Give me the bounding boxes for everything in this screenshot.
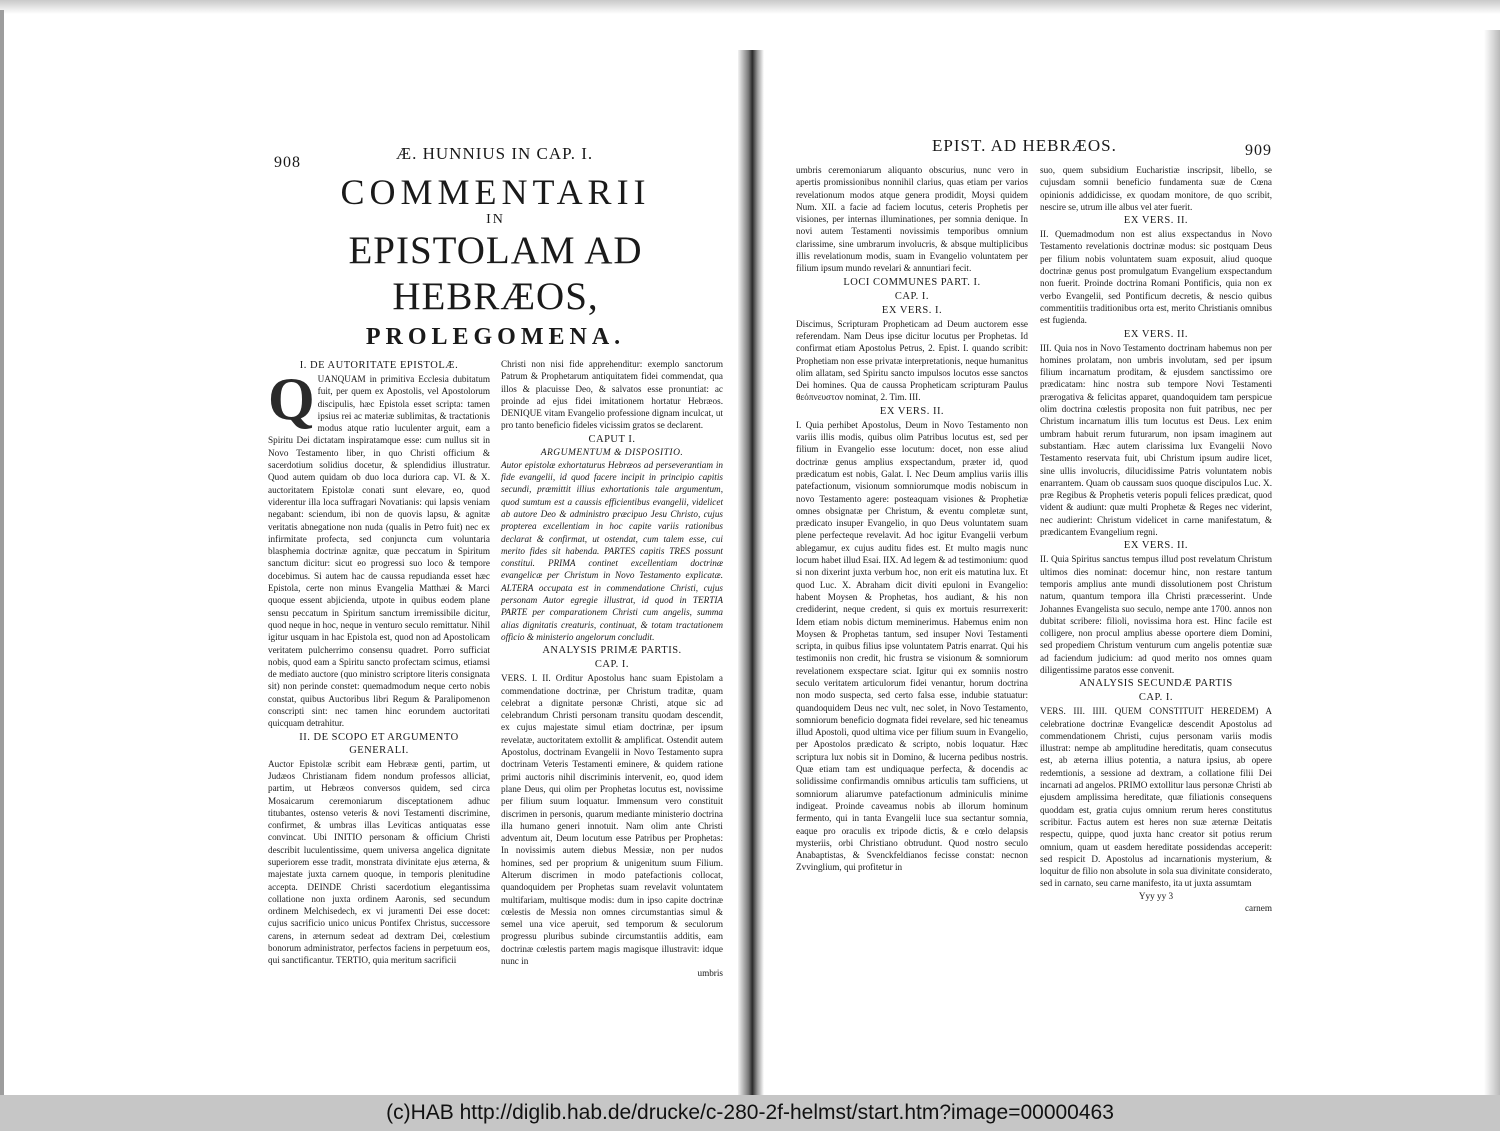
- title-line-in: IN: [486, 212, 505, 227]
- verse-heading: EX VERS. I.: [881, 304, 943, 316]
- catchword: carnem: [1244, 903, 1272, 914]
- analysis-heading: ANALYSIS SECUNDÆ PARTIS: [1079, 678, 1233, 690]
- left-page: [268, 130, 723, 1095]
- right-running-head: [796, 130, 1272, 164]
- right-columns: [796, 164, 1272, 914]
- paragraph: II. Quemadmodum non est alius exspectandus in Novo Testamento revelationis doctrinæ modus: sic postquam Deus per filium nobis voluntatem suam exposuit, aliud quoque doctrinæ genus post promulgatum Evangelium exspectandum non fuerit. Proinde doctrina Romani Pontificis, quia non ex verbo Evangelii, sed Pontificum decretis, & nescio quibus commentitiis traditionibus orta est, merito Christianis omnibus est fugienda.: [1040, 229, 1272, 326]
- title-line-commentarii: COMMENTARII: [340, 172, 651, 212]
- analysis-heading: ANALYSIS PRIMÆ PARTIS.: [542, 645, 682, 657]
- paragraph: Christi non nisi fide apprehenditur: exemplo sanctorum Patrum & Prophetarum antiquitatem fidei commendat, qua illos & placuisse Deo, & salvatos esse pronuntiat: ac proinde ad ejus fidei imitationem hortatur Hebræos. DENIQUE vitam Evangelio professione dignam inculcat, ut pro tanto beneficio fideles vicissim gratos se declarent.: [501, 359, 723, 431]
- verse-heading: EX VERS. II.: [1123, 540, 1189, 552]
- paragraph: suo, quem subsidium Eucharistiæ inscripsit, libello, se cujusdam somnii beneficio fundamenta suæ de Cœna opinionis addidicisse, ex quodam monitore, de quo scribit, nescire se, utrum ille albus vel ater fuerit.: [1040, 165, 1272, 212]
- verse-heading: EX VERS. II.: [879, 405, 945, 417]
- paragraph-italic: Autor epistolæ exhortaturus Hebræos ad perseverantiam in fide evangelii, id quod facere incipit in principio capitis secundi, præmittit illius exhortationis tale argumentum, quod sumtum est a caussis efficientibus evangelii, videlicet ab autore Deo & administro præcipuo Jesu Christo, cujus propterea excellentiam in hoc capite variis rationibus declarat & confirmat, ut ostendat, cum talem esse, cui merito fides sit habenda. PARTES capitis TRES possunt constitui. PRIMA continet excellentiam doctrinæ evangelicæ per Christum in Novo Testamento explicatæ. ALTERA occupata est in commendatione Christi, cujus personam Autor egregie illustrat, id quod in TERTIA PARTE per comparationem Christi cum angelis, summa alias dignitatis creaturis, continuat, & totam tractationem officio & ministerio angelorum concludit.: [501, 459, 723, 642]
- scan-left-edge: [0, 10, 4, 1095]
- page-number: 908: [274, 154, 301, 171]
- left-columns: [268, 358, 723, 979]
- loci-heading: LOCI COMMUNES PART. I.: [843, 276, 981, 288]
- title-block: [268, 172, 723, 354]
- scan-right-edge: [1484, 30, 1500, 1095]
- book-gutter: [738, 50, 764, 1095]
- right-column-1: [796, 164, 1028, 914]
- title-line-prolegomena: PROLEGOMENA.: [365, 324, 626, 350]
- signature-mark: Yyy yy 3: [1138, 890, 1174, 901]
- left-column-2: [501, 358, 723, 979]
- analysis-chapter: CAP. I.: [594, 659, 630, 671]
- section-heading: II. DE SCOPO ET ARGUMENTO GENERALI.: [299, 731, 459, 756]
- left-column-1: [268, 358, 490, 979]
- analysis-chapter: CAP. I.: [1138, 692, 1174, 704]
- right-page: [796, 130, 1272, 1095]
- right-column-2: [1040, 164, 1272, 914]
- paragraph: Auctor Epistolæ scribit eam Hebrææ genti, partim, ut Judæos Christianam fidem nondum professos alliciat, partim, ut Hebræos conversos quidem, sed circa Mosaicarum ceremoniarum disceptationem adhuc titubantes, ostenso veteris & novi Testamenti discrimine, confirmet, & umbras illas Leviticas antiquatas esse convincat. Ubi INITIO personam & officium Christi describit luculentissime, quem universa angelica dignitate superiorem esse tradit, monstrata divinitate ejus æterna, & majestate juxta carnem quoque, in temporis plenitudine accepta. DEINDE Christi sacerdotium elegantissima collatione non juxta ordinem Aaronis, sed secundum ordinem Melchisedech, ex vi juramenti Dei esse docet: cujus sacrificio unico unicus Pontifex Christus, successore carens, in æternum sedeat ad dextram Dei, cœlestium bonorum administrator, perfectos faciens in perpetuum eos, qui sanctificantur. TERTIO, quia meritum sacrificii: [268, 758, 490, 966]
- running-head-title: EPIST. AD HEBRÆOS.: [932, 136, 1117, 155]
- section-heading: I. DE AUTORITATE EPISTOLÆ.: [299, 360, 459, 371]
- scan-top-shadow: [0, 0, 1500, 14]
- chapter-subheading: ARGUMENTUM & DISPOSITIO.: [540, 447, 684, 458]
- left-running-head: [268, 130, 723, 171]
- paragraph: Discimus, Scripturam Propheticam ad Deum auctorem esse referendam. Nam Deus ipse dicitur locutus per Prophetas. Id confirmat etiam Apostolus Petrus, 2. Epist. I. quando scribit: Prophetiam non esse privatæ interpretationis, neque humanitus olim allatam, sed Spiritu sancto impulsos locutos esse sanctos Dei homines. Qua de caussa Propheticam scripturam Paulus θεόπνευστον nominat, 2. Tim. III.: [796, 318, 1028, 403]
- verse-heading: EX VERS. II.: [1123, 328, 1189, 340]
- paragraph-text: UANQUAM in primitiva Ecclesia dubitatum fuit, per quem ex Apostolis, vel Apostolorum discipulis, hæc Epistola esset scripta: tamen ipsius rei ac materiæ sublimitas, & tractationis modus atque ratio luculenter arguit, eam a Spiritu Dei dictatam inspiratamque esse: cum nullus sit in Novo Testamento liber, in quo Christi officium & sacerdotium solidius docetur, & splendidius illustratur. Quod autem quidam ob duo loca duriora cap. VI. & X. auctoritatem Epistolæ conati sunt elevare, eo, quod viderentur illa loca suffragari Novatianis: qui lapsis veniam negabant: sciendum, ibi non de quovis lapsu, & agnitæ veritatis abnegatione non nuda (qualis in Petro fuit) nec ex infirmitate profecta, sed conjuncta cum voluntaria blasphemia doctrinæ agnitæ, quæ peccatum in Spiritum sanctum dicitur: sicut eo progressi suo loco & tempore docebimus. Si autem hac de caussa repudianda esset hæc Epistola, certe non minus Evangelia Matthæi & Marci quoque essent abjicienda, utpote in quibus eodem plane sensu peccatum in Spiritum sanctum irremissibile dicitur, quod neque in hoc, neque in venturo seculo remittatur. Nihil igitur usquam in hac Epistola est, quod non ad Apostolicam veritatem pulcherrimo consensu quadret. Porro sufficiat nobis, quod eam a Spiritu sancto profectam scimus, etiamsi de mediato auctore (quo ministro scriptore literis consignata sit) non perinde constet: quemadmodum neque certo nobis constat, quibus Auctoribus libri Regum & Paralipomenon conscripti sint: nec tamen hinc eorundem auctoritati quicquam detrahitur.: [268, 374, 490, 729]
- paragraph: I. Quia perhibet Apostolus, Deum in Novo Testamento non variis illis modis, quibus olim Patribus locutus est, sed per filium in Evangelio esse locutum: docet, non esse aliud doctrinæ genus amplius exspectandum, præter id, quod prædicatum est nobis, Galat. I. Nec Deum amplius variis illis patefactionum, visionum somniorumque modis nobiscum in novo Testamento agere: posteaquam visiones & Prophetiæ omnes obsignatæ per Christum, & eventu completæ sunt, prædicato insuper Evangelio, in quo Deus voluntatem suam plene perfecteque revelavit. Ad hoc igitur Evangelii verbum ablegamur, ex cujus auditu fides est. Et multo magis nunc locum habet illud Esai. IIX. Ad legem & ad testimonium: quod si non dixerint juxta verbum hoc, non erit eis matutina lux. Et quod Luc. X. Abraham dicit diviti epuloni in Evangelio: habent Moysen & Prophetas, hos audiant, & his non crediderint, neque credent, si quis ex mortuis resurrexerit: Idem etiam nobis dictum meminerimus. Habemus enim non Moysen & Prophetas tantum, sed insuper Novi Testamenti scripta, in quibus filius ipse voluntatem Patris enarrat. Qui his testimoniis non credit, hic frustra se visionum & somniorum revelationem exspectare sciat. Igitur qui ex somniis nostro seculo veritatem articulorum fidei venantur, horum doctrina non modo suspecta, sed certo falsa esse, indubie statuatur: quandoquidem Deus nec vult, nec solet, in Novo Testamento, somniorum beneficio dogmata fidei revelare, sed hic teneamus illud Apostoli, quod ultima vice per filium suum in Evangelio, per Apostolos prædicato & scripto, nobis loquatur. Hæc scriptura lux nobis sit in Domino, & lucerna pedibus nostris. Quæ etiam tam est undiquaque perfecta, & docendis ac solidissime confirmandis omnibus articulis tam sufficiens, ut somniorum aliarumve patefactionum adminiculis minime indigeat. Proinde caveamus nobis ab illorum hominum fermento, qui in tanta Evangelii luce sua sectantur somnia, eaque pro oraculis ex tripode dictis, & e cœlo delapsis mysteriis, orbi Christiano obtrudunt. Quod nostro seculo Anabaptistas, & Svenckfeldianos fecisse constat: necnon Zvvinglium, qui profitetur in: [796, 419, 1028, 873]
- paragraph: VERS. I. II. Orditur Apostolus hanc suam Epistolam a commendatione doctrinæ, per Christum traditæ, quam celebrat a dignitate personæ Christi, atque sic ad celebrandum Christi personam transitu quodam descendit, ex cujus majestate simul etiam doctrinæ, per ipsum revelatæ, auctoritatem extollit & amplificat. Ostendit autem Apostolus, doctrinam Evangelii in Novo Testamento supra doctrinam Veteris Testamenti eminere, & quidem ratione primi auctoris nihil discriminis intervenit, eo, quod idem plane Deus, qui olim per Prophetas locutus est, novissime per filium suum loquatur. Immensum vero constituit discrimen in personis, quarum mediante ministerio doctrina illa humano generi innotuit. Nam olim ante Christi adventum ait, Deum locutum esse Patribus per Prophetas: In novissimis autem diebus Messiæ, non per nudos homines, sed per proprium & unigenitum suum Filium. Alterum discrimen in modo patefactionis collocat, quandoquidem per Prophetas suam revelavit voluntatem multifariam, multisque modis: dum in ipso capite doctrinæ cœlestis de Messia non omnes circumstantias simul & semel una vice aperuit, sed temporum & seculorum progressu pluribus subinde circumstantiis additis, eam doctrinæ cœlestis partem magis magisque illustravit: idque nunc in: [501, 673, 723, 967]
- paragraph: [268, 366, 490, 730]
- paragraph: III. Quia nos in Novo Testamento doctrinam habemus non per homines prolatam, non umbris involutam, sed per ipsum filium incarnatum proditam, & ejusdem sanctissimo ore prædicatam: hinc nostra sub tempore Novi Testamenti prærogativa & felicitas apparet, quandoquidem tam perspicue olim doctrina cœlestis proposita non fuit patribus, nec per Christum incarnatum illis tum locutus est Deus. Lex enim umbram habuit rerum futurarum, non ipsam imaginem aut substantiam. Hæc autem clarissima lux Evangelii Novo Testamento reservata fuit, ubi Christum ipsum audire licet, sine ullis involucris, dilucidissime Patris voluntatem nobis enarrantem. Quam ob caussam suos quoque discipulos Luc. X. præ Regibus & Prophetis veteris populi felices prædicat, quod vident & audiunt: quæ multi Prophetæ & Reges nec viderint, nec audierint: Christum videlicet in carne manifestatum, & prædicantem Evangelium regni.: [1040, 342, 1272, 538]
- paragraph: umbris ceremoniarum aliquanto obscurius, nunc vero in apertis promissionibus nonnihil clarius, quas etiam per varios revelationum modos atque genera prodidit, Moysi quidem Num. XII. a facie ad faciem locutus, ceteris Prophetis per visiones, per internas illuminationes, per somnia denique. In novi autem Testamenti novissimis temporibus omnium clarissime, sine umbrarum involucris, & absque multiplicibus illis revelationum modis, suam in Evangelio voluntatem per filium ipsum mundo revelari & annuntiari fecit.: [796, 165, 1028, 274]
- loci-chapter: CAP. I.: [894, 290, 930, 302]
- copyright-url: (c)HAB http://diglib.hab.de/drucke/c-280-2f-helmst/start.htm?image=00000463: [386, 1101, 1114, 1124]
- drop-cap: Q: [268, 366, 315, 432]
- paragraph: VERS. III. IIII. QUEM CONSTITUIT HEREDEM) A celebratione doctrinæ Evangelicæ descendit Apostolus ad commendationem Christi, cujus personam variis modis illustrat: nempe ab amplitudine hereditatis, quam consecutus est, ab æterna illius potentia, a natura ipsius, ab opere redemtionis, a sessione ad dextram, a collatione filii Dei incarnati ad angelos. PRIMO extollitur laus personæ Christi ab ejusdem amplissima hereditate, quæ filiationis consequens quoddam est, gratia cujus omnium rerum heres constitutus scribitur. Factus autem est heres non suæ æternæ Deitatis respectu, quippe, quod juxta hanc creator sit potius rerum omnium, quam ut easdem hereditate possidendas acceperit: sed respicit D. Apostolus ad incarnationis mysterium, & loquitur de filio non absolute in sola sua divinitate considerato, sed in carnato, seu carne manifesto, ita ut juxta assumtam: [1040, 706, 1272, 889]
- title-line-epistolam: EPISTOLAM AD HEBRÆOS,: [348, 229, 643, 318]
- running-head-title: Æ. HUNNIUS IN CAP. I.: [396, 144, 594, 163]
- verse-heading: EX VERS. II.: [1123, 215, 1189, 227]
- catchword: umbris: [697, 968, 723, 979]
- page-number: 909: [1245, 142, 1272, 159]
- chapter-heading: CAPUT I.: [588, 433, 636, 445]
- paragraph: II. Quia Spiritus sanctus tempus illud post revelatum Christum ultimos dies nominat: docemur hinc, non restare tantum temporis amplius ante mundi dissolutionem post Christum natum, quantum tempora illa Christi præcesserint. Unde Johannes Evangelista suo seculo, nempe ante 1700. annos non dubitat scribere: filioli, novissima hora est. Hinc facile est colligere, non procul amplius abesse oportere diem Domini, sed propediem Christum venturum cum angelis potentiæ suæ ad faciendum judicium: ad quod merito nos omnes quam diligentissime paratos esse convenit.: [1040, 554, 1272, 675]
- copyright-footer: [0, 1095, 1500, 1131]
